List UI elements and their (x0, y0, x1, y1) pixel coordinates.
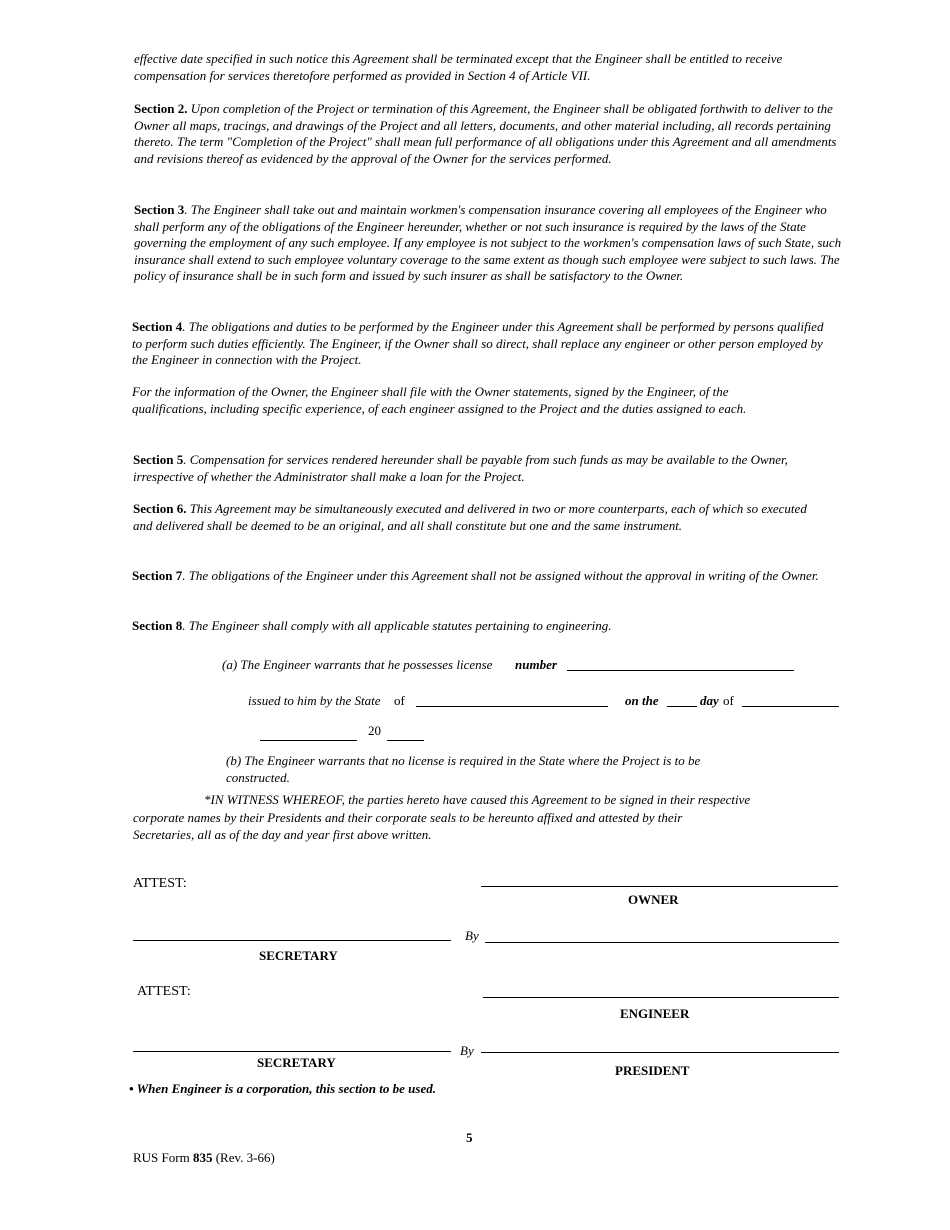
section-4-heading: Section 4 (132, 319, 183, 334)
section-4-paragraph (132, 319, 832, 369)
section-8-text: . The Engineer shall comply with all applicable statutes pertaining to engineering. (182, 618, 612, 633)
president-signature-line[interactable] (481, 1052, 839, 1053)
by-label-owner: By (465, 928, 479, 943)
section-3-heading: Section 3 (134, 202, 185, 217)
engineer-label: ENGINEER (620, 1006, 690, 1021)
owner-signature-line[interactable] (481, 886, 838, 887)
section-5-heading: Section 5 (133, 452, 184, 467)
section-3-text: . The Engineer shall take out and maintain workmen's compensation insurance covering all employees of the Engineer who shall perform any of the obligations of the Engineer hereunder, whether or not such insurance is required by the laws of the State governing the employment of any such employee. If any employee is not subject to the workmen's compensation laws of such State, such insurance shall extend to such employee voluntary coverage to the same extent as though such employee were subject to such laws. The policy of insurance shall be in such form and issued by such insurer as shall be satisfactory to the Owner. (134, 202, 842, 283)
issue-month-field[interactable] (742, 706, 839, 707)
secretary-label-engineer: SECRETARY (257, 1055, 336, 1070)
form-number: 835 (192, 1150, 213, 1165)
section-7-paragraph (132, 568, 822, 585)
license-number-field[interactable] (567, 670, 794, 671)
issue-day-field[interactable] (667, 706, 697, 707)
attest-label-engineer: ATTEST: (137, 984, 191, 999)
section-4-info-paragraph: For the information of the Owner, the Engineer shall file with the Owner statements, signed by the Engineer, of the qualifications, including specific experience, of each engineer assigned to the Project and the duties assigned to each. (132, 384, 747, 416)
issuing-state-field[interactable] (416, 706, 608, 707)
issue-year-field[interactable] (387, 740, 424, 741)
section-6-heading: Section 6. (133, 501, 187, 516)
owner-by-signature-line[interactable] (485, 942, 839, 943)
section-4-text: . The obligations and duties to be performed by the Engineer under this Agreement shall be performed by persons qualified to perform such duties efficiently. The Engineer, if the Owner shall so direct, shall replace any engineer or other person employed by the Engineer in connection with the Project. (132, 319, 824, 367)
witness-line-3: Secretaries, all as of the day and year first above written. (133, 827, 432, 842)
section-6-text: This Agreement may be simultaneously executed and delivered in two or more counterparts, each of which so executed and delivered shall be deemed to be an original, and all shall constitute but one and the same instrument. (133, 501, 807, 533)
section-5-text: . Compensation for services rendered hereunder shall be payable from such funds as may be available to the Owner, irrespective of whether the Administrator shall make a loan for the Project. (133, 452, 788, 484)
issue-year-blank-field[interactable] (260, 740, 357, 741)
form-revision: (Rev. 3-66) (212, 1150, 275, 1165)
owner-label: OWNER (628, 892, 679, 907)
form-prefix: RUS Form (133, 1150, 193, 1165)
license-number-label: number (515, 657, 557, 672)
engineer-secretary-signature-line[interactable] (133, 1051, 451, 1052)
president-label: PRESIDENT (615, 1063, 690, 1078)
on-the-label: on the (625, 693, 659, 708)
section-2-paragraph (134, 101, 844, 167)
section-2-text: Upon completion of the Project or termination of this Agreement, the Engineer shall be obligated forthwith to deliver to the Owner all maps, tracings, and drawings of the Project and all letters, documents, and other material including, all records pertaining thereto. The term "Completion of the Project" shall mean full performance of all obligations under this Agreement and all amendments and revisions thereof as evidenced by the approval of the Owner for the services performed. (134, 101, 837, 166)
owner-secretary-signature-line[interactable] (133, 940, 451, 941)
section-7-heading: Section 7 (132, 568, 183, 583)
section-7-text: . The obligations of the Engineer under this Agreement shall not be assigned without the approval in writing of the Owner. (182, 568, 819, 583)
intro-paragraph: effective date specified in such notice this Agreement shall be terminated except that the Engineer shall be entitled to receive compensation for services theretofore performed as provided in Section 4 of Article VII. (134, 51, 783, 83)
year-prefix: 20 (368, 723, 381, 738)
issued-by-state-text: issued to him by the State (248, 693, 381, 708)
section-3-paragraph (134, 202, 852, 285)
corporation-note: • When Engineer is a corporation, this section to be used. (129, 1081, 436, 1096)
attest-label-owner: ATTEST: (133, 876, 187, 891)
section-8-heading: Section 8 (132, 618, 183, 633)
witness-line-1: *IN WITNESS WHEREOF, the parties hereto have caused this Agreement to be signed in their respective (204, 792, 751, 807)
day-label: day (700, 693, 719, 708)
page-number: 5 (466, 1130, 473, 1145)
by-label-engineer: By (460, 1043, 474, 1058)
license-b-paragraph: (b) The Engineer warrants that no license is required in the State where the Project is to be constructed. (226, 753, 701, 785)
issued-of-label: of (394, 693, 405, 708)
section-6-paragraph (133, 501, 813, 534)
section-8-paragraph (132, 618, 832, 635)
license-a-text: (a) The Engineer warrants that he possesses license (222, 657, 493, 672)
month-of-label: of (723, 693, 734, 708)
form-identifier (133, 1150, 275, 1166)
section-5-paragraph (133, 452, 808, 485)
engineer-signature-line[interactable] (483, 997, 839, 998)
section-2-heading: Section 2. (134, 101, 188, 116)
witness-line-2: corporate names by their Presidents and their corporate seals to be hereunto affixed and attested by their (133, 810, 683, 825)
secretary-label-owner: SECRETARY (259, 948, 338, 963)
